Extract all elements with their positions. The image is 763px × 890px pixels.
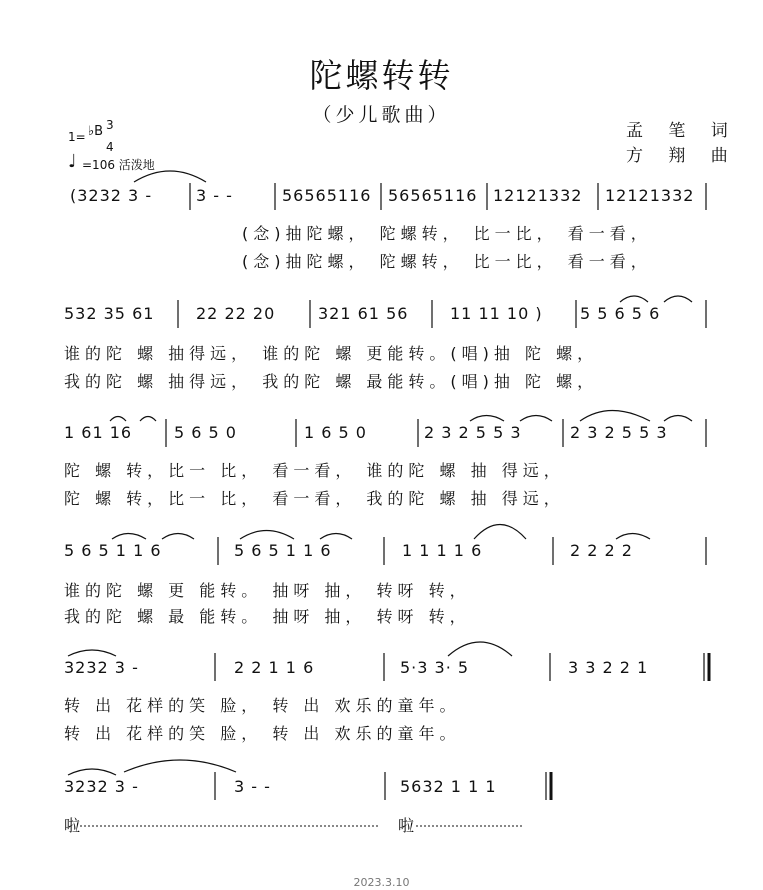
lyric-line: 转 出 花样的笑 脸， 转 出 欢乐的童年。 <box>64 724 461 743</box>
measure: 12121332 <box>605 186 695 205</box>
measure: 56565116 <box>282 186 372 205</box>
measure: 11 11 10 ) <box>450 304 543 323</box>
measure: 3 3 2 2 1 <box>568 658 649 677</box>
song-title: 陀螺转转 <box>309 56 454 95</box>
measure: 532 35 61 <box>64 304 155 323</box>
measure: 2 2 2 2 <box>570 541 633 560</box>
measure: 22 22 20 <box>196 304 276 323</box>
measure: 1 1 1 1 6 <box>402 541 483 560</box>
lyric-line: 我的陀 螺 最 能转。 抽呀 抽， 转呀 转， <box>64 607 471 626</box>
measure: 5 6 5 1 1 6 <box>234 541 332 560</box>
lyricist-credit: 孟 笔 词 <box>626 121 738 141</box>
measure: (3232 3 - <box>70 186 153 205</box>
footer-date: 2023.3.10 <box>353 876 410 889</box>
lyric-line: 转 出 花样的笑 脸， 转 出 欢乐的童年。 <box>64 696 461 715</box>
song-subtitle: （少儿歌曲） <box>312 104 451 126</box>
measure: 56565116 <box>388 186 478 205</box>
measure: 5 5 6 5 6 <box>580 304 661 323</box>
lyric-line: 谁的陀 螺 抽得远， 谁的陀 螺 更能转。(唱)抽 陀 螺， <box>64 344 599 363</box>
quarter-note-icon: ♩ <box>68 151 77 172</box>
time-signature-top: 3 <box>106 118 114 132</box>
lyric-la: 啦 <box>398 816 420 835</box>
measure: 5632 1 1 1 <box>400 777 497 796</box>
tempo-marking: =106 活泼地 <box>82 158 155 172</box>
key-signature: ♭B <box>88 124 104 139</box>
key-prefix: 1= <box>68 130 86 144</box>
measure: 12121332 <box>493 186 583 205</box>
lyric-line: 陀 螺 转，比一 比， 看一看， 我的陀 螺 抽 得远， <box>64 489 565 508</box>
lyric-la: 啦 <box>64 816 86 835</box>
measure: 5·3 3· 5 <box>400 658 470 677</box>
time-signature-bottom: 4 <box>106 140 114 154</box>
measure: 2 2 1 1 6 <box>234 658 315 677</box>
composer-credit: 方 翔 曲 <box>626 146 738 166</box>
measure: 3 - - <box>196 186 233 205</box>
measure: 3232 3 - <box>64 777 139 796</box>
measure: 1 6 5 0 <box>304 423 367 442</box>
measure: 2 3 2 5 5 3 <box>570 423 668 442</box>
lyric-line: 我的陀 螺 抽得远， 我的陀 螺 最能转。(唱)抽 陀 螺， <box>64 372 599 391</box>
lyric-line: 陀 螺 转，比一 比， 看一看， 谁的陀 螺 抽 得远， <box>64 461 565 480</box>
measure: 1 61 16 <box>64 423 133 442</box>
measure: 5 6 5 0 <box>174 423 237 442</box>
measure: 2 3 2 5 5 3 <box>424 423 522 442</box>
measure: 321 61 56 <box>318 304 409 323</box>
lyric-line: (念)抽陀螺， 陀螺转， 比一比， 看一看， <box>242 224 652 243</box>
lyric-line: 谁的陀 螺 更 能转。 抽呀 抽， 转呀 转， <box>64 581 471 600</box>
measure: 3 - - <box>234 777 271 796</box>
measure: 3232 3 - <box>64 658 139 677</box>
measure: 5 6 5 1 1 6 <box>64 541 162 560</box>
lyric-line: (念)抽陀螺， 陀螺转， 比一比， 看一看， <box>242 252 652 271</box>
